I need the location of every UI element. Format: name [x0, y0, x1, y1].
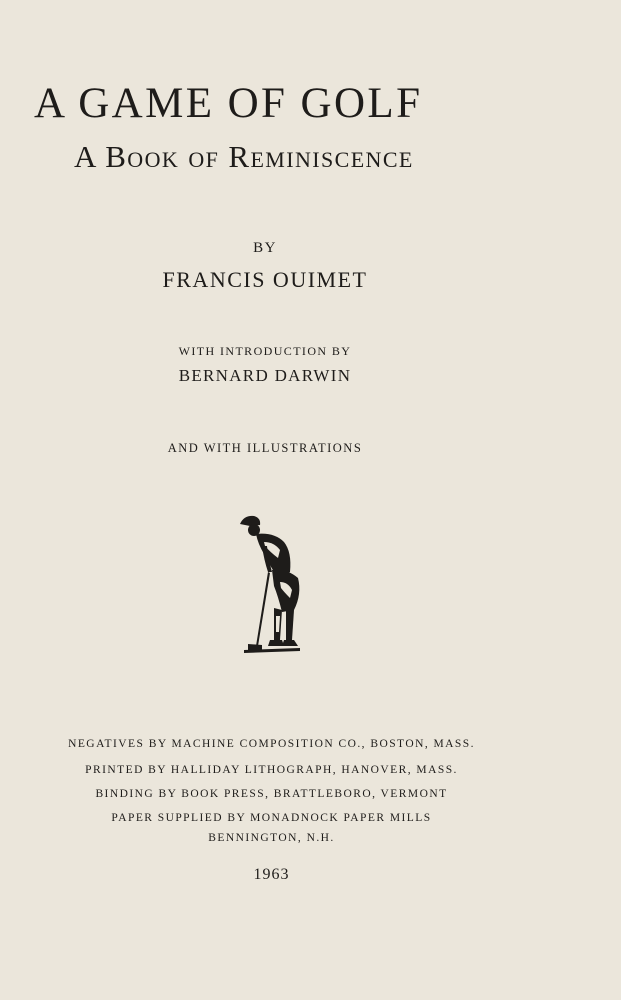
illustrations-note: AND WITH ILLUSTRATIONS: [167, 441, 363, 455]
publication-year: 1963: [253, 866, 290, 883]
colophon-line: BINDING BY BOOK PRESS, BRATTLEBORO, VERMONT: [95, 788, 448, 800]
introduction-label: WITH INTRODUCTION BY: [178, 344, 352, 358]
colophon-line: BENNINGTON, N.H.: [208, 832, 335, 844]
colophon-line: PAPER SUPPLIED BY MONADNOCK PAPER MILLS: [111, 812, 432, 824]
book-subtitle: A Book of Reminiscence: [74, 139, 414, 174]
golfer-putting-icon: [234, 512, 310, 662]
book-title: A GAME OF GOLF: [34, 80, 423, 127]
author-name: FRANCIS OUIMET: [162, 267, 368, 292]
colophon-line: NEGATIVES BY MACHINE COMPOSITION CO., BOSTON, MASS.: [68, 738, 475, 750]
colophon-line: PRINTED BY HALLIDAY LITHOGRAPH, HANOVER, MASS.: [85, 764, 458, 776]
introduction-author: BERNARD DARWIN: [178, 366, 352, 385]
by-line: BY: [253, 240, 277, 256]
